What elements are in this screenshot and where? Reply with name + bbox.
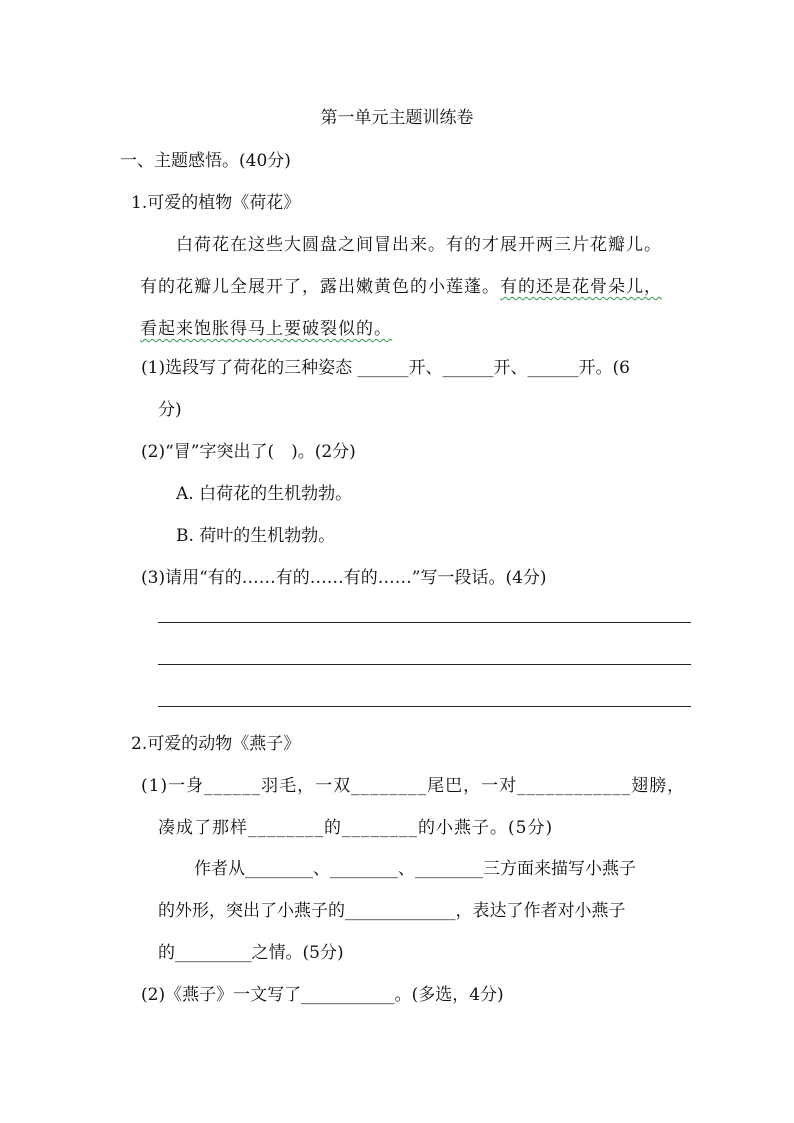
passage-line-2b-wavy: 有的还是花骨朵儿， (500, 277, 662, 297)
q1-sub2-option-a[interactable]: A. 白荷花的生机勃勃。 (176, 484, 353, 504)
question-2-heading: 2.可爱的动物《燕子》 (131, 734, 301, 754)
q2-para-line3: 的_________之情。(5分) (158, 943, 344, 963)
question-1-heading: 1.可爱的植物《荷花》 (131, 193, 301, 213)
passage-line-2 (140, 276, 662, 298)
q1-sub1-line2: 分) (158, 400, 182, 420)
q1-sub2-option-b[interactable]: B. 荷叶的生机勃勃。 (176, 526, 336, 546)
passage-line-2a: 有的花瓣儿全展开了，露出嫩黄色的小莲蓬。 (140, 277, 500, 297)
passage-line-3-wavy: 看起来饱胀得马上要破裂似的。 (140, 319, 392, 339)
q2-sub2-question: (2)《燕子》一文写了___________。(多选，4分) (141, 985, 504, 1005)
q2-para-line2: 的外形，突出了小燕子的_____________，表达了作者对小燕子 (158, 901, 626, 921)
passage-line-3 (140, 318, 392, 340)
q2-sub1-line2: 凑成了那样________的________的小燕子。(5分) (158, 818, 554, 838)
answer-line[interactable] (158, 664, 691, 665)
q2-sub1-line1: (1)一身______羽毛，一双________尾巴，一对____________翅膀， (141, 776, 686, 796)
page-title: 第一单元主题训练卷 (320, 108, 474, 128)
q1-sub2-question: (2)“冒”字突出了( )。(2分) (141, 442, 356, 462)
passage-line-1: 白荷花在这些大圆盘之间冒出来。有的才展开两三片花瓣儿。 (176, 235, 662, 255)
answer-line[interactable] (158, 706, 691, 707)
q1-sub1-line1: (1)选段写了荷花的三种姿态 ______开、______开、______开。(6 (141, 358, 630, 378)
q2-para-line1: 作者从________、________、________三方面来描写小燕子 (194, 859, 636, 879)
q1-sub3-question: (3)请用“有的……有的……有的……”写一段话。(4分) (141, 568, 547, 588)
section-heading: 一、主题感悟。(40分) (120, 151, 291, 171)
answer-line[interactable] (158, 622, 691, 623)
